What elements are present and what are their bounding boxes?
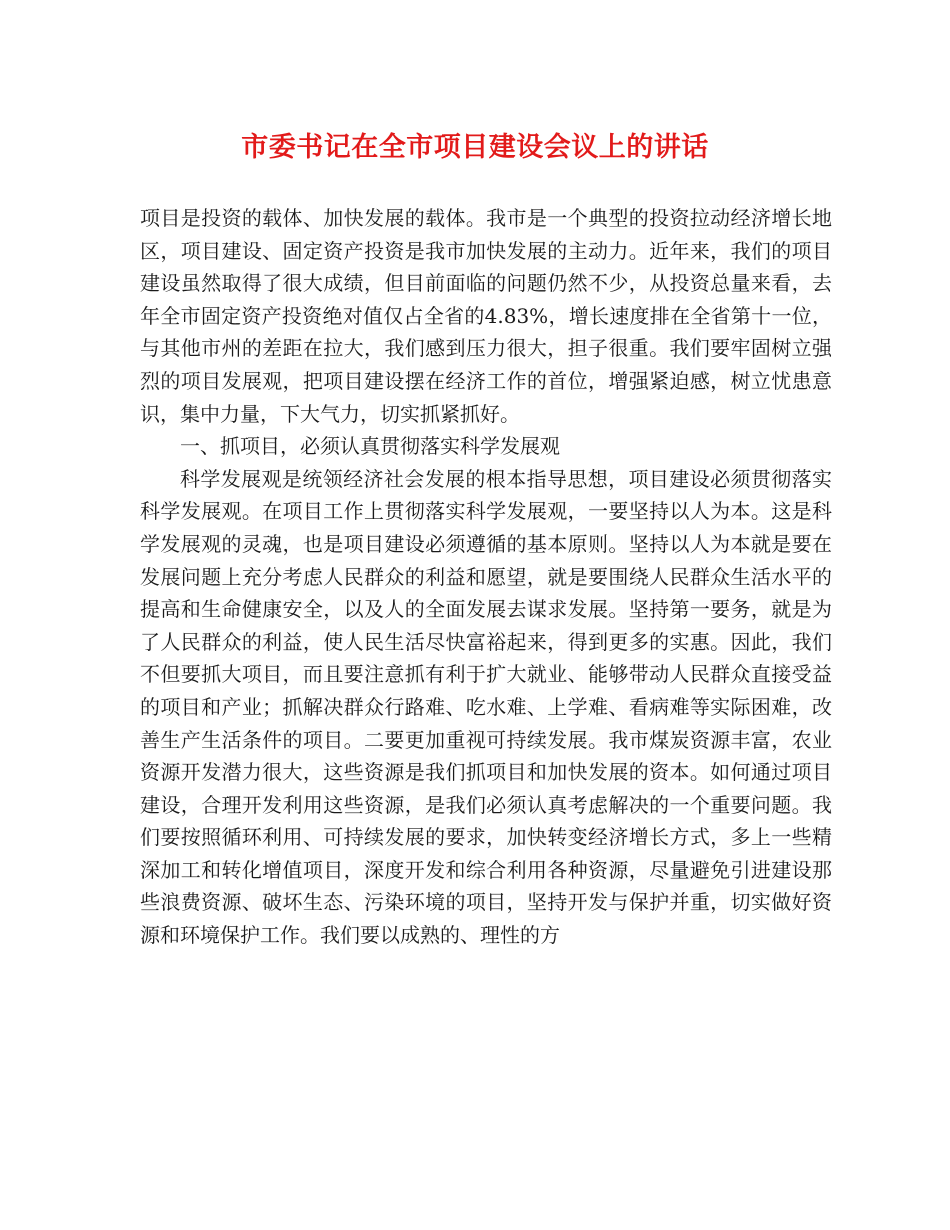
body-paragraph: 科学发展观是统领经济社会发展的根本指导思想，项目建设必须贯彻落实科学发展观。在项目工作上贯彻落实科学发展观，一要坚持以人为本。这是科学发展观的灵魂，也是项目建设必须遵循的基本原则。坚持以人为本就是要在发展问题上充分考虑人民群众的利益和愿望，就是要围绕人民群众生活水平的提高和生命健康安全，以及人的全面发展去谋求发展。坚持第一要务，就是为了人民群众的利益，使人民生活尽快富裕起来，得到更多的实惠。因此，我们不但要抓大项目，而且要注意抓有利于扩大就业、能够带动人民群众直接受益的项目和产业；抓解决群众行路难、吃水难、上学难、看病难等实际困难，改善生产生活条件的项目。二要更加重视可持续发展。我市煤炭资源丰富，农业资源开发潜力很大，这些资源是我们抓项目和加快发展的资本。如何通过项目建设，合理开发利用这些资源，是我们必须认真考虑解决的一个重要问题。我们要按照循环利用、可持续发展的要求，加快转变经济增长方式，多上一些精深加工和转化增值项目，深度开发和综合利用各种资源，尽量避免引进建设那些浪费资源、破坏生态、污染环境的项目，坚持开发与保护并重，切实做好资源和环境保护工作。我们要以成熟的、理性的方 — [140, 466, 832, 948]
intro-paragraph: 项目是投资的载体、加快发展的载体。我市是一个典型的投资拉动经济增长地区，项目建设、固定资产投资是我市加快发展的主动力。近年来，我们的项目建设虽然取得了很大成绩，但目前面临的问题仍然不少，从投资总量来看，去年全市固定资产投资绝对值仅占全省的4.83%，增长速度排在全省第十一位，与其他市州的差距在拉大，我们感到压力很大，担子很重。我们要牢固树立强烈的项目发展观，把项目建设摆在经济工作的首位，增强紧迫感，树立忧患意识，集中力量，下大气力，切实抓紧抓好。 — [140, 206, 832, 426]
document-body — [140, 202, 832, 952]
document-title: 市委书记在全市项目建设会议上的讲话 — [241, 132, 709, 163]
section-heading: 一、抓项目，必须认真贯彻落实科学发展观 — [180, 434, 560, 459]
